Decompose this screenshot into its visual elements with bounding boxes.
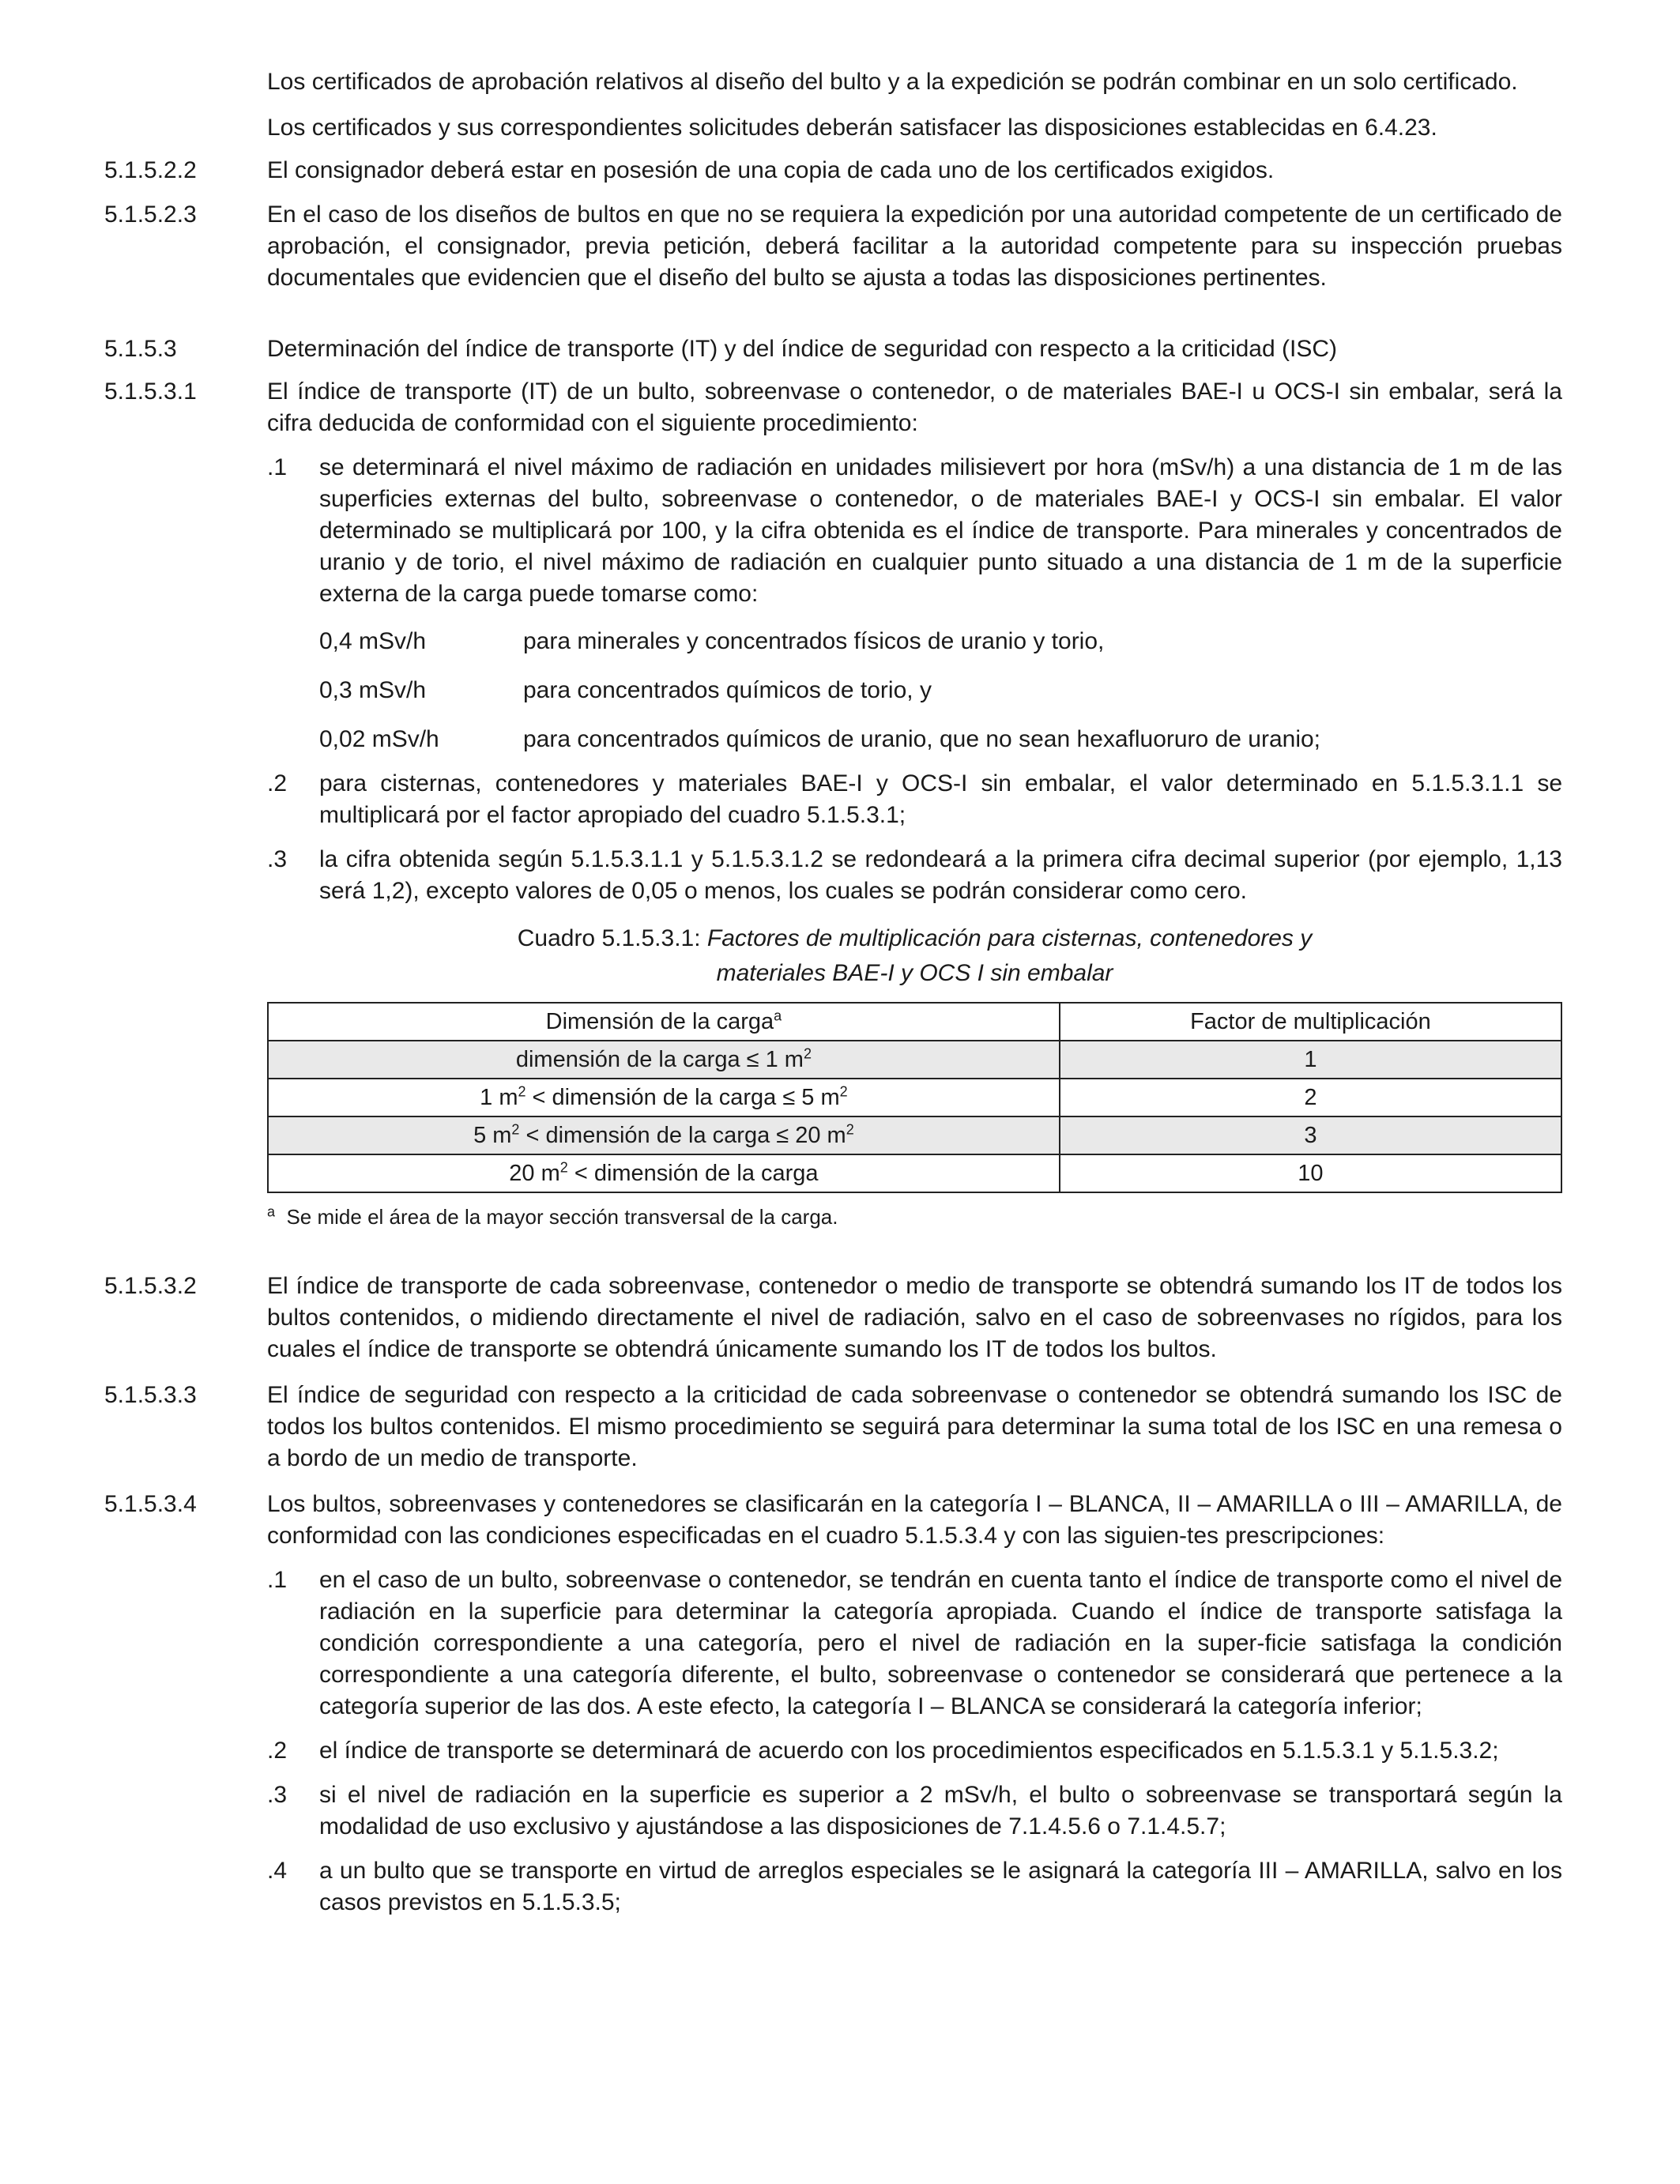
list-item	[267, 768, 1562, 831]
dose-description: para concentrados químicos de torio, y	[523, 677, 932, 703]
list-item	[267, 1779, 1562, 1843]
section-5-1-5-3-2	[104, 1271, 1562, 1365]
table-row	[268, 1079, 1561, 1116]
table-cell-dimension: 20 $m^2$ < dimensión de la carga	[268, 1154, 1060, 1192]
paragraph-text: Los certificados de aprobación relativos al diseño del bulto y a la expedición se podrán combinar en un solo certificado.	[267, 69, 1518, 95]
list-marker: .1	[267, 1567, 288, 1593]
list-item-text: si el nivel de radiación en la superficie es superior a 2 mSv/h, el bulto o sobreenvase se transportará según la modalidad de uso exclusivo y ajustándose a las disposiciones de 7.1.4.5.6 o 7.1.4.5.7;	[319, 1782, 1562, 1839]
section-number: 5.1.5.2.2	[104, 157, 197, 183]
dose-description: para minerales y concentrados físicos de uranio y torio,	[523, 628, 1105, 654]
section-text: El índice de transporte (IT) de un bulto, sobreenvase o contenedor, o de materiales BAE-I u OCS-I sin embalar, será la cifra deducida de conformidad con el siguiente procedimiento:	[267, 378, 1562, 436]
list-item	[267, 844, 1562, 907]
dose-row	[319, 675, 1562, 706]
table-cell-dimension: dimensión de la carga ≤ 1 $m^2$	[268, 1041, 1060, 1079]
document-page	[104, 66, 1562, 1919]
dose-value: 0,02 mSv/h	[319, 726, 439, 752]
dose-value: 0,4 mSv/h	[319, 628, 427, 654]
table-cell-factor: 1	[1060, 1041, 1561, 1079]
table-cell-dimension: 5 $m^2$ < dimensión de la carga ≤ 20 $m^2$	[268, 1116, 1060, 1154]
table-cell-factor: 2	[1060, 1079, 1561, 1116]
section-number: 5.1.5.3.4	[104, 1491, 197, 1517]
table-row	[268, 1116, 1561, 1154]
paragraph	[104, 66, 1562, 98]
list-marker: .2	[267, 1738, 288, 1764]
footnote-text: Se mide el área de la mayor sección transversal de la carga.	[286, 1205, 838, 1229]
footnote-marker: a	[267, 1203, 276, 1220]
list-item-text: a un bulto que se transporte en virtud de arreglos especiales se le asignará la categoría III – AMARILLA, salvo en los casos previstos en 5.1.5.3.5;	[319, 1858, 1562, 1915]
section-text: En el caso de los diseños de bultos en que no se requiera la expedición por una autoridad competente de un certificado de aprobación, el consignador, previa petición, deberá facilitar a la autoridad competente para su inspección pruebas documentales que evidencien que el diseño del bulto se ajusta a todas las disposiciones pertinentes.	[267, 201, 1562, 291]
section-5-1-5-2-2	[104, 155, 1562, 186]
paragraph-text: Los certificados y sus correspondientes solicitudes deberán satisfacer las disposiciones establecidas en 6.4.23.	[267, 115, 1437, 141]
section-number: 5.1.5.3.3	[104, 1382, 197, 1408]
list-marker: .4	[267, 1858, 288, 1884]
list-item-text: la cifra obtenida según 5.1.5.3.1.1 y 5.1.5.3.1.2 se redondeará a la primera cifra decimal superior (por ejemplo, 1,13 será 1,2), excepto valores de 0,05 o menos, los cuales se podrán considerar como cero.	[319, 846, 1562, 904]
list-marker: .3	[267, 1782, 288, 1808]
dose-value: 0,3 mSv/h	[319, 677, 427, 703]
section-number: 5.1.5.2.3	[104, 201, 197, 228]
table-row	[268, 1154, 1561, 1192]
table-header-row	[268, 1003, 1561, 1041]
section-heading: Determinación del índice de transporte (IT) y del índice de seguridad con respecto a la criticidad (ISC)	[267, 336, 1337, 362]
section-text: El consignador deberá estar en posesión de una copia de cada uno de los certificados exigidos.	[267, 157, 1275, 183]
section-5-1-5-2-3	[104, 199, 1562, 294]
table-row	[268, 1041, 1561, 1079]
list-item	[267, 1855, 1562, 1919]
list-item-text: se determinará el nivel máximo de radiación en unidades milisievert por hora (mSv/h) a una distancia de 1 m de las superficies externas del bulto, sobreenvase o contenedor, o de materiales BAE-I y OCS-I sin embalar. El valor determinado se multiplicará por 100, y la cifra obtenida es el índice de transporte. Para minerales y concentrados de uranio y de torio, el nivel máximo de radiación en cualquier punto situado a una distancia de 1 m de la superficie externa de la carga puede tomarse como:	[319, 454, 1562, 607]
list-marker: .2	[267, 770, 288, 796]
table-caption	[267, 921, 1562, 991]
list-item	[267, 1565, 1562, 1723]
list-item-text: para cisternas, contenedores y materiales BAE-I y OCS-I sin embalar, el valor determinado en 5.1.5.3.1.1 se multiplicará por el factor apropiado del cuadro 5.1.5.3.1;	[319, 770, 1562, 828]
table-cell-factor: 3	[1060, 1116, 1561, 1154]
paragraph	[104, 112, 1562, 144]
column-header: Factor de multiplicación	[1060, 1003, 1561, 1041]
section-number: 5.1.5.3	[104, 336, 177, 362]
list-item	[267, 1735, 1562, 1767]
section-number: 5.1.5.3.1	[104, 378, 197, 405]
dose-row	[319, 724, 1562, 755]
section-5-1-5-3-4	[104, 1489, 1562, 1552]
section-text: El índice de transporte de cada sobreenvase, contenedor o medio de transporte se obtendrá sumando los IT de todos los bultos contenidos, o midiendo directamente el nivel de radiación, salvo en el caso de sobreenvases no rígidos, para los cuales el índice de transporte se obtendrá únicamente sumando los IT de todos los bultos.	[267, 1273, 1562, 1362]
section-5-1-5-3-1	[104, 376, 1562, 439]
list-marker: .3	[267, 846, 288, 872]
table-caption-title: Factores de multiplicación para cisternas, contenedores y	[706, 925, 1313, 951]
list-item	[267, 452, 1562, 610]
section-text: Los bultos, sobreenvases y contenedores se clasificarán en la categoría I – BLANCA, II – AMARILLA o III – AMARILLA, de conformidad con las condiciones especificadas en el cuadro 5.1.5.3.4 y con las siguien-tes prescripciones:	[267, 1491, 1562, 1549]
table-footnote	[267, 1203, 1562, 1231]
section-heading-5-1-5-3	[104, 333, 1562, 365]
dose-description: para concentrados químicos de uranio, que no sean hexafluoruro de uranio;	[523, 726, 1320, 752]
table-caption-title-cont: materiales BAE-I y OCS I sin embalar	[716, 960, 1113, 986]
column-header: Dimensión de la carga$^a$	[268, 1003, 1060, 1041]
section-text: El índice de seguridad con respecto a la criticidad de cada sobreenvase o contenedor se obtendrá sumando los ISC de todos los bultos contenidos. El mismo procedimiento se seguirá para determinar la suma total de los ISC en una remesa o a bordo de un medio de transporte.	[267, 1382, 1562, 1471]
section-5-1-5-3-3	[104, 1380, 1562, 1474]
list-marker: .1	[267, 454, 288, 480]
multiplication-factor-table	[267, 1002, 1562, 1193]
dose-row	[319, 626, 1562, 657]
list-item-text: el índice de transporte se determinará de acuerdo con los procedimientos especificados en 5.1.5.3.1 y 5.1.5.3.2;	[319, 1738, 1499, 1764]
table-cell-dimension: 1 $m^2$ < dimensión de la carga ≤ 5 $m^2$	[268, 1079, 1060, 1116]
table-cell-factor: 10	[1060, 1154, 1561, 1192]
list-item-text: en el caso de un bulto, sobreenvase o contenedor, se tendrán en cuenta tanto el índice de transporte como el nivel de radiación en la superficie para determinar la categoría apropiada. Cuando el índice de transporte satisfaga la condición correspondiente a una categoría, pero el nivel de radiación en la super-ficie satisfaga la condición correspondiente a una categoría diferente, el bulto, sobreenvase o contenedor se considerará que pertenece a la categoría superior de las dos. A este efecto, la categoría I – BLANCA se considerará la categoría inferior;	[319, 1567, 1562, 1719]
section-number: 5.1.5.3.2	[104, 1273, 197, 1299]
table-caption-label: Cuadro 5.1.5.3.1:	[517, 925, 701, 951]
